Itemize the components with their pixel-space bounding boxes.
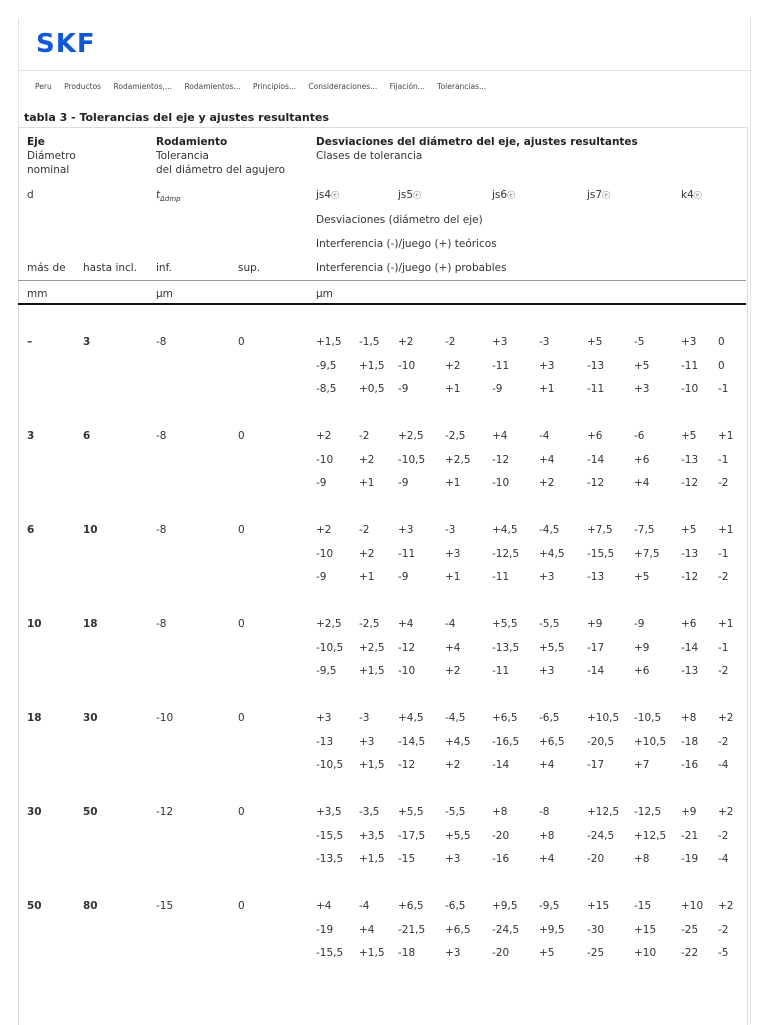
cell-value: -5,5 — [445, 806, 466, 818]
cell-value: -12 — [681, 477, 699, 489]
cell-value: -30 — [587, 923, 605, 936]
breadcrumb-item[interactable]: Peru — [35, 82, 52, 91]
cell-value: +9 — [634, 641, 650, 654]
cell-sup: 0 — [238, 900, 245, 912]
header-t-dmp: $t_{\Delta dmp}$ — [156, 189, 181, 204]
cell-inf: -8 — [156, 524, 167, 536]
header-mas-de: más de — [27, 262, 66, 274]
cell-value: +2,5 — [398, 430, 424, 442]
cell-value: -1 — [718, 547, 729, 560]
cell-to: 50 — [83, 806, 98, 818]
cell-value: +3 — [445, 947, 461, 959]
circle-e-icon: ⓔ — [602, 191, 611, 200]
unit-um-bearing: µm — [156, 288, 173, 300]
class-k4: k4ⓔ — [681, 189, 702, 201]
cell-value: +3,5 — [359, 829, 385, 842]
cell-value: -2 — [718, 477, 729, 489]
cell-inf: -10 — [156, 712, 174, 724]
cell-value: -12 — [398, 759, 416, 771]
cell-from: 30 — [27, 806, 42, 818]
cell-value: +3 — [539, 571, 555, 583]
cell-from: 18 — [27, 712, 42, 724]
cell-value: -20 — [587, 853, 605, 865]
cell-value: -5 — [634, 336, 645, 348]
cell-value: -3 — [539, 336, 550, 348]
cell-value: +5,5 — [539, 641, 565, 654]
cell-value: -14,5 — [398, 735, 426, 748]
header-desviaciones: Desviaciones del diámetro del eje, ajustes resultantes — [316, 136, 638, 148]
circle-e-icon: ⓔ — [693, 191, 702, 200]
cell-to: 6 — [83, 430, 91, 442]
cell-value: -2 — [718, 665, 729, 677]
cell-value: -14 — [681, 641, 699, 654]
cell-value: -18 — [681, 735, 699, 748]
cell-value: +4,5 — [492, 524, 518, 536]
cell-to: 30 — [83, 712, 98, 724]
cell-value: -25 — [681, 923, 699, 936]
cell-value: +15 — [634, 923, 657, 936]
cell-value: +1 — [445, 383, 461, 395]
cell-value: +2 — [445, 759, 461, 771]
cell-value: +3 — [445, 547, 461, 560]
cell-value: -11 — [398, 547, 416, 560]
cell-value: -13 — [316, 735, 334, 748]
cell-value: -9,5 — [539, 900, 560, 912]
class-js6: js6ⓔ — [492, 189, 516, 201]
cell-value: +8 — [539, 829, 555, 842]
cell-value: +1 — [718, 524, 734, 536]
cell-value: +5 — [681, 524, 697, 536]
cell-value: -14 — [492, 759, 510, 771]
cell-value: -10 — [492, 477, 510, 489]
cell-value: -4 — [718, 759, 729, 771]
cell-value: +3 — [492, 336, 508, 348]
cell-value: -17 — [587, 641, 605, 654]
cell-value: -12 — [587, 477, 605, 489]
cell-value: -20,5 — [587, 735, 615, 748]
cell-value: +6 — [634, 665, 650, 677]
cell-value: -6 — [634, 430, 645, 442]
cell-value: -4,5 — [445, 712, 466, 724]
cell-value: +10 — [634, 947, 657, 959]
cell-value: +7,5 — [587, 524, 613, 536]
cell-value: -12 — [681, 571, 699, 583]
cell-value: +1,5 — [359, 947, 385, 959]
cell-value: +6,5 — [539, 735, 565, 748]
cell-value: -2 — [718, 735, 729, 748]
cell-value: -14 — [587, 453, 605, 466]
header-interf-prob: Interferencia (-)/juego (+) probables — [316, 262, 507, 274]
cell-value: -15,5 — [316, 829, 344, 842]
cell-value: +1,5 — [359, 853, 385, 865]
cell-inf: -12 — [156, 806, 174, 818]
cell-value: -22 — [681, 947, 699, 959]
cell-value: -2,5 — [445, 430, 466, 442]
header-divider — [18, 70, 751, 71]
cell-sup: 0 — [238, 524, 245, 536]
cell-value: +1,5 — [316, 336, 342, 348]
cell-value: +10 — [681, 900, 704, 912]
cell-value: +2 — [359, 453, 375, 466]
header-sup: sup. — [238, 262, 261, 274]
cell-value: 0 — [718, 336, 725, 348]
cell-value: +4,5 — [445, 735, 471, 748]
cell-value: -16,5 — [492, 735, 520, 748]
cell-value: -3,5 — [359, 806, 380, 818]
cell-value: +3 — [398, 524, 414, 536]
cell-from: 3 — [27, 430, 35, 442]
cell-value: +5,5 — [445, 829, 471, 842]
cell-value: +1,5 — [359, 665, 385, 677]
cell-value: +4 — [316, 900, 332, 912]
class-js7: js7ⓔ — [587, 189, 611, 201]
cell-value: +1,5 — [359, 359, 385, 372]
cell-value: +2 — [316, 524, 332, 536]
cell-value: -14 — [587, 665, 605, 677]
cell-value: +8 — [634, 853, 650, 865]
cell-value: -12 — [398, 641, 416, 654]
cell-value: +2 — [445, 359, 461, 372]
cell-value: -9 — [316, 477, 327, 489]
cell-value: +8 — [492, 806, 508, 818]
circle-e-icon: ⓔ — [413, 191, 422, 200]
cell-value: -10 — [316, 453, 334, 466]
cell-value: -2 — [718, 829, 729, 842]
circle-e-icon: ⓔ — [507, 191, 516, 200]
cell-value: +2 — [718, 712, 734, 724]
cell-value: +4 — [634, 477, 650, 489]
cell-value: +6 — [634, 453, 650, 466]
cell-value: +2,5 — [316, 618, 342, 630]
cell-value: -5,5 — [539, 618, 560, 630]
class-js5: js5ⓔ — [398, 189, 422, 201]
cell-value: -6,5 — [539, 712, 560, 724]
cell-value: -15,5 — [587, 547, 615, 560]
cell-value: -2 — [718, 923, 729, 936]
cell-value: -9 — [398, 477, 409, 489]
cell-value: -8,5 — [316, 383, 337, 395]
header-clases: Clases de tolerancia — [316, 150, 423, 162]
cell-value: -15,5 — [316, 947, 344, 959]
cell-to: 3 — [83, 336, 91, 348]
cell-sup: 0 — [238, 806, 245, 818]
cell-value: -10,5 — [634, 712, 662, 724]
cell-value: -9 — [398, 571, 409, 583]
cell-inf: -15 — [156, 900, 174, 912]
cell-inf: -8 — [156, 336, 167, 348]
cell-value: +3,5 — [316, 806, 342, 818]
skf-logo[interactable] — [36, 30, 116, 56]
cell-value: -10,5 — [316, 641, 344, 654]
cell-value: -11 — [492, 571, 510, 583]
cell-value: +12,5 — [634, 829, 667, 842]
cell-value: +4 — [398, 618, 414, 630]
cell-value: -2 — [359, 524, 370, 536]
header-nominal: nominal — [27, 164, 70, 176]
cell-value: +1 — [445, 571, 461, 583]
cell-value: +7,5 — [634, 547, 660, 560]
cell-value: +3 — [316, 712, 332, 724]
header-eje: Eje — [27, 136, 45, 148]
header-rodamiento: Rodamiento — [156, 136, 228, 148]
cell-to: 80 — [83, 900, 98, 912]
cell-value: +1,5 — [359, 759, 385, 771]
cell-value: -11 — [492, 359, 510, 372]
cell-value: -4,5 — [539, 524, 560, 536]
unit-um-shaft: µm — [316, 288, 333, 300]
cell-value: -13 — [681, 453, 699, 466]
cell-value: +9 — [587, 618, 603, 630]
header-hasta: hasta incl. — [83, 262, 138, 274]
cell-value: +6,5 — [445, 923, 471, 936]
cell-value: +4 — [539, 759, 555, 771]
cell-value: +3 — [634, 383, 650, 395]
cell-value: +5,5 — [398, 806, 424, 818]
cell-value: -13 — [587, 571, 605, 583]
cell-value: -20 — [492, 829, 510, 842]
cell-value: +5 — [587, 336, 603, 348]
cell-from: – — [27, 336, 33, 348]
cell-value: +6 — [587, 430, 603, 442]
cell-value: -13 — [681, 665, 699, 677]
cell-value: +2 — [539, 477, 555, 489]
cell-value: +10,5 — [634, 735, 667, 748]
cell-value: -10,5 — [316, 759, 344, 771]
table-title: tabla 3 - Tolerancias del eje y ajustes resultantes — [24, 111, 329, 124]
breadcrumb-item[interactable]: Principios... — [253, 82, 297, 91]
cell-value: +1 — [445, 477, 461, 489]
cell-inf: -8 — [156, 430, 167, 442]
cell-value: +6,5 — [398, 900, 424, 912]
cell-value: -25 — [587, 947, 605, 959]
cell-value: -13 — [587, 359, 605, 372]
cell-from: 6 — [27, 524, 35, 536]
cell-value: -11 — [492, 665, 510, 677]
cell-value: +9 — [681, 806, 697, 818]
cell-value: -16 — [492, 853, 510, 865]
cell-value: -11 — [587, 383, 605, 395]
cell-value: -9 — [634, 618, 645, 630]
header-desv-eje: Desviaciones (diámetro del eje) — [316, 214, 483, 226]
cell-value: -2 — [359, 430, 370, 442]
cell-value: -19 — [316, 923, 334, 936]
header-interf-teor: Interferencia (-)/juego (+) teóricos — [316, 238, 497, 250]
cell-value: +3 — [445, 853, 461, 865]
cell-value: -13 — [681, 547, 699, 560]
header-tolerancia: Tolerancia — [156, 150, 209, 162]
cell-value: -1,5 — [359, 336, 380, 348]
cell-value: -15 — [634, 900, 652, 912]
cell-value: +9,5 — [539, 923, 565, 936]
cell-value: -21 — [681, 829, 699, 842]
cell-value: -17 — [587, 759, 605, 771]
svg-text:SKF: SKF — [36, 30, 96, 56]
cell-sup: 0 — [238, 618, 245, 630]
cell-value: -7,5 — [634, 524, 655, 536]
cell-value: -19 — [681, 853, 699, 865]
cell-value: -9,5 — [316, 665, 337, 677]
cell-value: +4 — [539, 853, 555, 865]
page-border-right — [750, 18, 751, 1024]
cell-value: +1 — [539, 383, 555, 395]
cell-value: +3 — [359, 735, 375, 748]
cell-value: +4,5 — [539, 547, 565, 560]
circle-e-icon: ⓔ — [331, 191, 340, 200]
cell-value: +5 — [539, 947, 555, 959]
cell-value: -8 — [539, 806, 550, 818]
cell-value: -4 — [445, 618, 456, 630]
cell-value: +4 — [359, 923, 375, 936]
cell-value: -10 — [398, 665, 416, 677]
cell-value: +5 — [634, 571, 650, 583]
cell-value: -17,5 — [398, 829, 426, 842]
cell-value: -9 — [316, 571, 327, 583]
cell-inf: -8 — [156, 618, 167, 630]
cell-value: -11 — [681, 359, 699, 372]
cell-value: -4 — [359, 900, 370, 912]
breadcrumb-item[interactable]: Productos — [64, 82, 102, 91]
cell-value: +4,5 — [398, 712, 424, 724]
cell-value: -20 — [492, 947, 510, 959]
cell-value: -9,5 — [316, 359, 337, 372]
cell-value: +5 — [634, 359, 650, 372]
cell-value: +15 — [587, 900, 610, 912]
cell-value: +12,5 — [587, 806, 620, 818]
header-rule-thick — [18, 303, 746, 305]
breadcrumb-item[interactable]: Fijación... — [389, 82, 425, 91]
cell-value: -12 — [492, 453, 510, 466]
cell-value: +5,5 — [492, 618, 518, 630]
cell-value: -24,5 — [587, 829, 615, 842]
cell-value: +6 — [681, 618, 697, 630]
cell-value: -2,5 — [359, 618, 380, 630]
cell-from: 50 — [27, 900, 42, 912]
cell-value: -1 — [718, 453, 729, 466]
header-del-diametro: del diámetro del agujero — [156, 164, 286, 176]
cell-value: -9 — [492, 383, 503, 395]
cell-value: -15 — [398, 853, 416, 865]
cell-value: +2 — [359, 547, 375, 560]
cell-value: +2 — [445, 665, 461, 677]
cell-value: -4 — [718, 853, 729, 865]
cell-value: -12,5 — [492, 547, 520, 560]
cell-sup: 0 — [238, 712, 245, 724]
cell-value: +2 — [718, 806, 734, 818]
cell-value: -9 — [398, 383, 409, 395]
cell-value: +3 — [681, 336, 697, 348]
cell-value: -24,5 — [492, 923, 520, 936]
cell-value: +3 — [539, 665, 555, 677]
cell-value: -21,5 — [398, 923, 426, 936]
cell-value: +5 — [681, 430, 697, 442]
cell-value: +3 — [539, 359, 555, 372]
cell-value: -1 — [718, 641, 729, 654]
breadcrumb-item[interactable]: Tolerancias... — [437, 82, 487, 91]
cell-value: +2,5 — [359, 641, 385, 654]
cell-value: +2 — [718, 900, 734, 912]
cell-value: +8 — [681, 712, 697, 724]
cell-value: +10,5 — [587, 712, 620, 724]
cell-value: -5 — [718, 947, 729, 959]
cell-sup: 0 — [238, 430, 245, 442]
cell-value: -3 — [445, 524, 456, 536]
cell-value: -12,5 — [634, 806, 662, 818]
cell-value: -3 — [359, 712, 370, 724]
cell-value: +4 — [492, 430, 508, 442]
cell-value: +0,5 — [359, 383, 385, 395]
cell-value: +2 — [398, 336, 414, 348]
cell-value: -1 — [718, 383, 729, 395]
cell-value: -13,5 — [316, 853, 344, 865]
breadcrumb-item[interactable]: Rodamientos... — [184, 82, 241, 91]
cell-value: -13,5 — [492, 641, 520, 654]
cell-value: +6,5 — [492, 712, 518, 724]
header-inf: inf. — [156, 262, 172, 274]
cell-value: -2 — [718, 571, 729, 583]
cell-value: -16 — [681, 759, 699, 771]
cell-value: +2,5 — [445, 453, 471, 466]
cell-value: 0 — [718, 359, 725, 372]
cell-value: +9,5 — [492, 900, 518, 912]
cell-value: +1 — [718, 430, 734, 442]
cell-from: 10 — [27, 618, 42, 630]
cell-value: -4 — [539, 430, 550, 442]
unit-mm: mm — [27, 288, 48, 300]
class-js4: js4ⓔ — [316, 189, 340, 201]
cell-value: +1 — [359, 477, 375, 489]
cell-value: +1 — [718, 618, 734, 630]
cell-value: +4 — [539, 453, 555, 466]
cell-value: -10 — [681, 383, 699, 395]
cell-value: -10,5 — [398, 453, 426, 466]
cell-to: 10 — [83, 524, 98, 536]
cell-to: 18 — [83, 618, 98, 630]
breadcrumb — [35, 82, 496, 91]
cell-value: +1 — [359, 571, 375, 583]
header-rule — [18, 280, 746, 281]
breadcrumb-item[interactable]: Consideraciones... — [308, 82, 378, 91]
cell-sup: 0 — [238, 336, 245, 348]
header-diametro: Diámetro — [27, 150, 76, 162]
cell-value: +4 — [445, 641, 461, 654]
cell-value: +2 — [316, 430, 332, 442]
cell-value: -6,5 — [445, 900, 466, 912]
cell-value: -18 — [398, 947, 416, 959]
cell-value: -2 — [445, 336, 456, 348]
cell-value: -10 — [398, 359, 416, 372]
cell-value: -10 — [316, 547, 334, 560]
cell-value: +7 — [634, 759, 650, 771]
header-d: d — [27, 189, 34, 201]
breadcrumb-item[interactable]: Rodamientos,... — [113, 82, 173, 91]
